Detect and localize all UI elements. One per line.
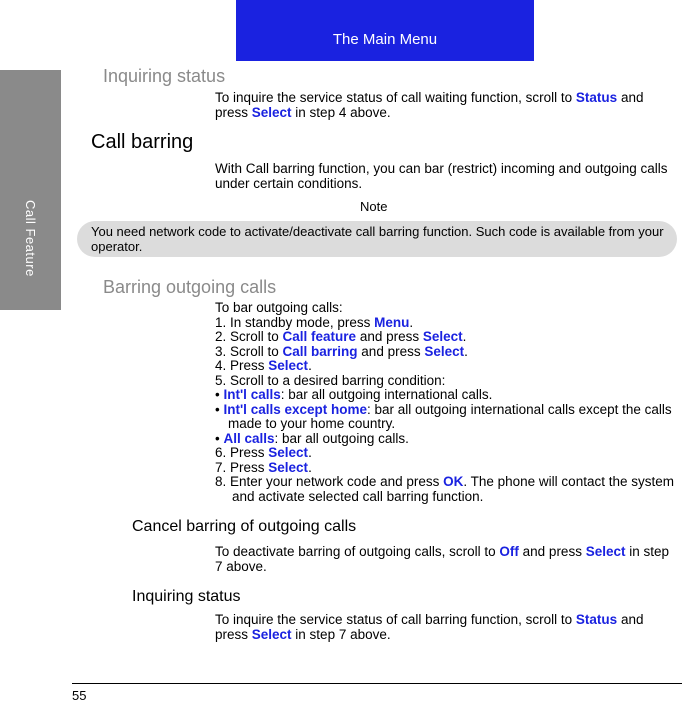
- cancel-barring-heading: Cancel barring of outgoing calls: [132, 518, 357, 535]
- step-6: 6. Press Select.: [215, 445, 312, 460]
- keyword-select: Select: [251, 104, 292, 120]
- option-intl-except-home: • Int'l calls except home: bar all outgoing international calls except the calls made to your home country.: [215, 401, 672, 431]
- step-4: 4. Press Select.: [215, 358, 312, 373]
- section-label: Call Feature: [23, 200, 38, 277]
- barring-outgoing-heading: Barring outgoing calls: [103, 277, 277, 297]
- header-tab: [236, 0, 534, 61]
- barring-outgoing-steps: [215, 301, 680, 504]
- option-intl-calls: • Int'l calls: bar all outgoing international calls.: [215, 387, 493, 402]
- step-7: 7. Press Select.: [215, 459, 312, 475]
- cancel-barring-paragraph: To deactivate barring of outgoing calls, scroll to Off and press Select in step 7 above.: [215, 544, 670, 574]
- call-barring-paragraph: With Call barring function, you can bar (restrict) incoming and outgoing calls under certain conditions.: [215, 161, 668, 191]
- step-1: 1. In standby mode, press Menu.: [215, 314, 414, 330]
- call-barring-heading: Call barring: [91, 131, 194, 153]
- inquiring-barring-heading: Inquiring status: [132, 588, 241, 605]
- keyword-status: Status: [575, 612, 618, 627]
- note-title: Note: [360, 199, 388, 214]
- note-box: [77, 221, 677, 257]
- header-tab-label: The Main Menu: [332, 31, 438, 48]
- step-8: 8. Enter your network code and press OK. The phone will contact the system and activate selected call barring function.: [215, 474, 674, 504]
- step-5: 5. Scroll to a desired barring condition:: [215, 372, 446, 388]
- inquiring-barring-paragraph: To inquire the service status of call barring function, scroll to Status and press Select in step 7 above.: [215, 612, 644, 642]
- keyword-select: Select: [585, 544, 626, 559]
- page-number: 55: [72, 688, 87, 703]
- note-text: You need network code to activate/deactivate call barring function. Such code is available from your operator.: [91, 224, 664, 254]
- keyword-select: Select: [251, 626, 292, 642]
- section-sidebar: [0, 70, 61, 310]
- footer-divider: [72, 683, 682, 684]
- keyword-status: Status: [575, 90, 618, 105]
- option-all-calls: • All calls: bar all outgoing calls.: [215, 430, 409, 446]
- inquiring-status-paragraph: To inquire the service status of call waiting function, scroll to Status and press Select in step 4 above.: [215, 90, 644, 120]
- keyword-off: Off: [499, 544, 519, 559]
- inquiring-status-heading: Inquiring status: [103, 66, 226, 86]
- step-intro: To bar outgoing calls:: [215, 300, 343, 315]
- step-3: 3. Scroll to Call barring and press Select.: [215, 343, 468, 359]
- step-2: 2. Scroll to Call feature and press Select.: [215, 329, 467, 344]
